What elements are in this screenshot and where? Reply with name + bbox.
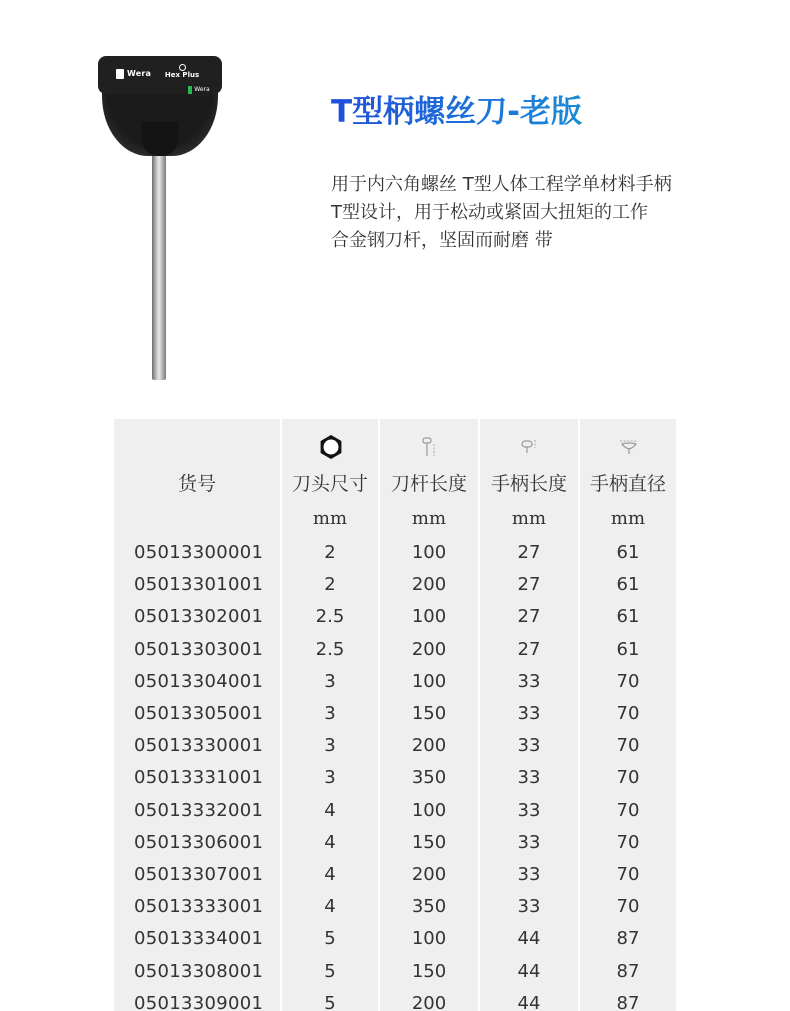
description-line: T型设计，用于松动或紧固大扭矩的工作 xyxy=(331,202,648,223)
part-number-cell: 05013331001 xyxy=(134,767,264,789)
brand-logo: Wera xyxy=(116,68,152,80)
handle-diameter-cell: 87 xyxy=(616,928,640,950)
shaft-length-cell: 200 xyxy=(411,992,447,1011)
handle-diameter-cell: 70 xyxy=(616,799,640,821)
part-number-cell: 05013330001 xyxy=(134,735,264,757)
part-number-cell: 05013300001 xyxy=(134,542,264,563)
unit-label: mm xyxy=(411,508,447,529)
shaft-length-cell: 100 xyxy=(411,542,447,563)
handle-diameter-cell: 70 xyxy=(616,831,640,853)
table-row xyxy=(114,601,676,633)
handle-diameter-cell: 70 xyxy=(616,864,640,885)
handle-diameter-cell: 70 xyxy=(616,703,640,724)
part-number-cell: 05013302001 xyxy=(134,606,264,628)
part-number-cell: 05013332001 xyxy=(134,799,264,821)
tip-size-cell: 4 xyxy=(324,896,336,918)
handle-length-cell: 33 xyxy=(517,831,541,853)
handle-length-cell: 44 xyxy=(517,992,541,1011)
table-row xyxy=(114,795,676,827)
shaft-length-cell: 100 xyxy=(411,670,447,692)
unit-label: mm xyxy=(610,508,646,529)
column-header-part-no: 货号 xyxy=(177,473,216,495)
handle-length-cell: 27 xyxy=(517,542,541,563)
handle-diameter-cell: 61 xyxy=(616,574,640,596)
handle-length-cell: 33 xyxy=(517,703,541,724)
table-row xyxy=(114,956,676,988)
description-line: 用于内六角螺丝 T型人体工程学单材料手柄 xyxy=(331,174,672,195)
tip-size-cell: 4 xyxy=(324,831,336,853)
part-number-cell: 05013334001 xyxy=(134,928,264,950)
part-number-cell: 05013309001 xyxy=(134,992,264,1011)
unit-label: mm xyxy=(312,508,348,529)
shaft-length-cell: 200 xyxy=(411,638,447,660)
table-row xyxy=(114,698,676,730)
handle-diameter-cell: 70 xyxy=(616,735,640,757)
handle-diameter-cell: 87 xyxy=(616,960,640,982)
product-image xyxy=(98,56,222,382)
table-row xyxy=(114,859,676,891)
table-row xyxy=(114,827,676,859)
shaft-length-cell: 200 xyxy=(411,574,447,596)
handle-collar xyxy=(142,122,178,156)
shaft-length-cell: 200 xyxy=(411,864,447,885)
handle-diameter-cell: 61 xyxy=(616,542,640,563)
handle-length-cell: 33 xyxy=(517,670,541,692)
column-header-handle-diameter: 手柄直径 xyxy=(589,473,666,495)
handle-diameter-cell: 70 xyxy=(616,896,640,918)
handle-diameter-cell: 70 xyxy=(616,767,640,789)
handle-length-cell: 27 xyxy=(517,606,541,628)
handle-diameter-cell: 87 xyxy=(616,992,640,1011)
handle-length-cell: 27 xyxy=(517,638,541,660)
tip-size-cell: 3 xyxy=(324,670,336,692)
page-title: T型柄螺丝刀-老版 xyxy=(331,90,751,134)
tip-size-cell: 3 xyxy=(324,703,336,724)
tip-size-cell: 5 xyxy=(324,928,336,950)
part-number-cell: 05013301001 xyxy=(134,574,264,596)
column-header-handle-length: 手柄长度 xyxy=(490,473,567,495)
handle-length-cell: 33 xyxy=(517,767,541,789)
tip-size-cell: 5 xyxy=(324,960,336,982)
tip-size-cell: 5 xyxy=(324,992,336,1011)
part-number-cell: 05013307001 xyxy=(134,864,264,885)
table-row xyxy=(114,923,676,955)
shaft-length-cell: 100 xyxy=(411,928,447,950)
handle-diameter-cell: 61 xyxy=(616,606,640,628)
handle-length-cell: 44 xyxy=(517,928,541,950)
part-number-cell: 05013308001 xyxy=(134,960,264,982)
brand-badge: Wera xyxy=(186,84,212,96)
table-row xyxy=(114,762,676,794)
tip-size-cell: 4 xyxy=(324,799,336,821)
product-description xyxy=(331,171,751,255)
shaft-length-icon xyxy=(380,433,478,461)
hex-plus-logo: Hex Plus xyxy=(162,64,202,82)
part-number-cell: 05013305001 xyxy=(134,703,264,724)
handle-length-cell: 33 xyxy=(517,799,541,821)
shaft-length-cell: 150 xyxy=(411,831,447,853)
handle-diameter-cell: 70 xyxy=(616,670,640,692)
tip-size-cell: 2 xyxy=(324,574,336,596)
tip-size-cell: 2 xyxy=(324,542,336,563)
table-row xyxy=(114,634,676,666)
shaft-length-cell: 200 xyxy=(411,735,447,757)
handle-diameter-cell: 61 xyxy=(616,638,640,660)
part-number-cell: 05013306001 xyxy=(134,831,264,853)
handle-diameter-icon xyxy=(580,433,676,461)
table-row xyxy=(114,537,676,569)
spec-table xyxy=(114,419,676,1011)
tip-size-cell: 2.5 xyxy=(315,638,345,660)
handle-length-cell: 33 xyxy=(517,896,541,918)
table-row xyxy=(114,730,676,762)
shaft-length-cell: 150 xyxy=(411,703,447,724)
table-row xyxy=(114,891,676,923)
table-row xyxy=(114,569,676,601)
handle-length-icon xyxy=(480,433,578,461)
shaft-length-cell: 100 xyxy=(411,606,447,628)
handle-length-cell: 44 xyxy=(517,960,541,982)
description-line: 合金钢刀杆，坚固而耐磨 带 xyxy=(331,230,553,251)
unit-label: mm xyxy=(511,508,547,529)
table-row xyxy=(114,666,676,698)
handle-length-cell: 33 xyxy=(517,735,541,757)
tip-size-cell: 3 xyxy=(324,767,336,789)
shaft-length-cell: 150 xyxy=(411,960,447,982)
handle-length-cell: 27 xyxy=(517,574,541,596)
shaft-length-cell: 100 xyxy=(411,799,447,821)
shaft-length-cell: 350 xyxy=(411,896,447,918)
table-row xyxy=(114,988,676,1011)
hex-shaft xyxy=(152,152,166,380)
tip-size-cell: 4 xyxy=(324,864,336,885)
handle-length-cell: 33 xyxy=(517,864,541,885)
column-header-shaft-length: 刀杆长度 xyxy=(390,473,467,495)
hexagon-icon xyxy=(282,433,380,461)
part-number-cell: 05013303001 xyxy=(134,638,264,660)
column-header-tip-size: 刀头尺寸 xyxy=(291,473,368,495)
part-number-cell: 05013304001 xyxy=(134,670,264,692)
shaft-length-cell: 350 xyxy=(411,767,447,789)
tip-size-cell: 2.5 xyxy=(315,606,345,628)
tip-size-cell: 3 xyxy=(324,735,336,757)
part-number-cell: 05013333001 xyxy=(134,896,264,918)
